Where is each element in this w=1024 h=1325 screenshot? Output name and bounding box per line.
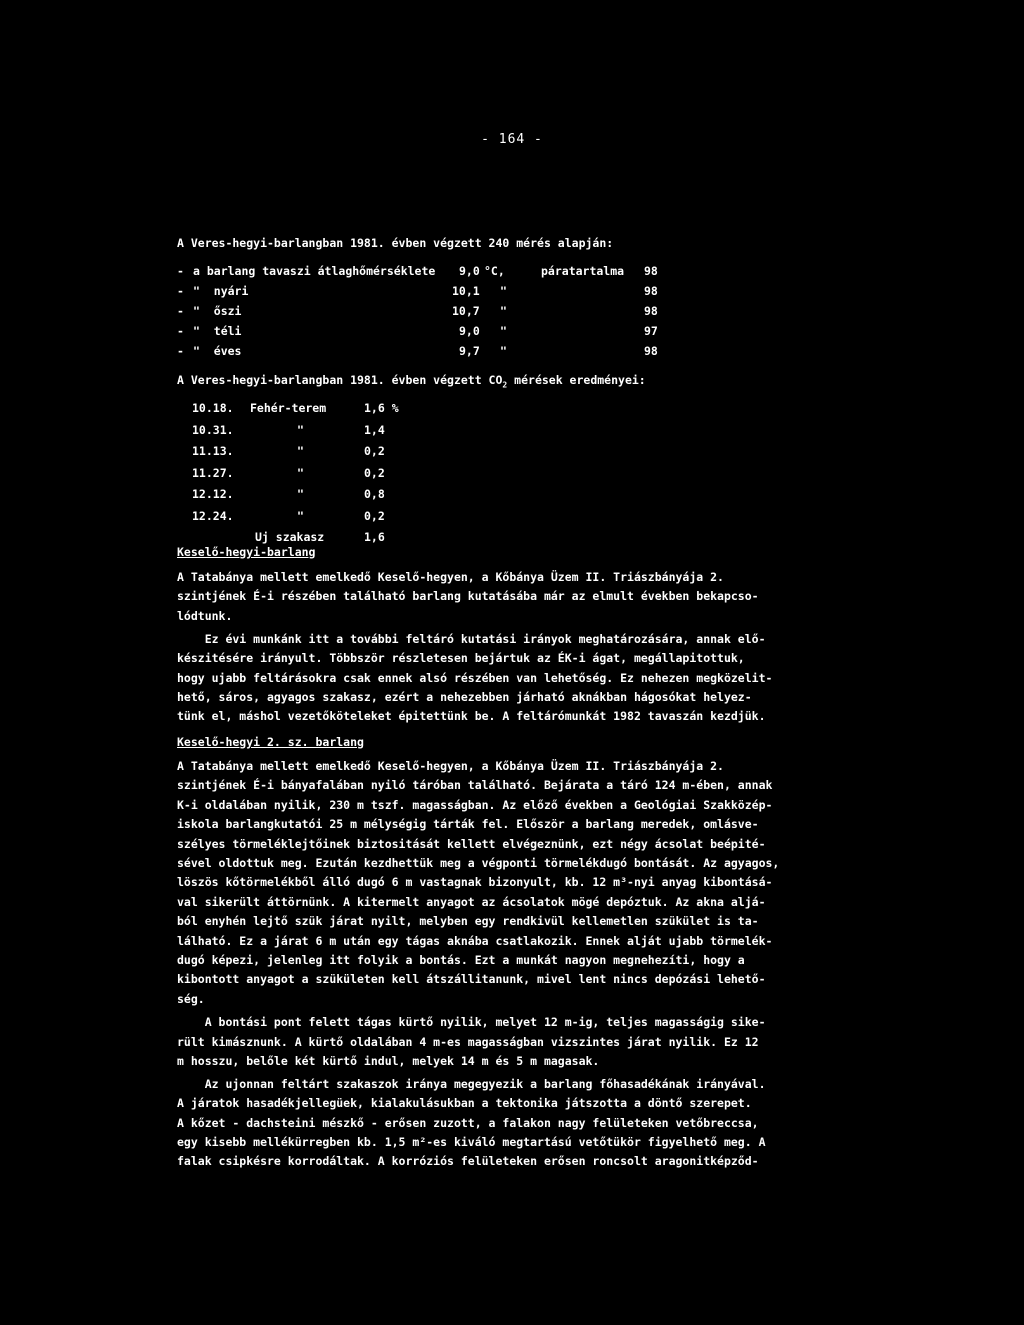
- measurement-dash: -: [177, 304, 184, 318]
- co2-date: 11.27.: [192, 466, 234, 480]
- co2-place: ": [297, 509, 304, 523]
- text-line: rült kimásznunk. A kürtő oldalában 4 m-es magasságban vizszintes járat nyilik. Ez 12: [177, 1035, 759, 1049]
- measurement-humidity: 97: [644, 324, 658, 338]
- text-line: K-i oldalában nyilik, 230 m tszf. magasságban. Az előző években a Geológiai Szakközép-: [177, 798, 773, 812]
- text-line: lódtunk.: [177, 609, 233, 623]
- measurement-label: " téli: [193, 324, 242, 338]
- measurement-temp: 9,0: [459, 324, 480, 338]
- measurement-unit: ": [500, 284, 507, 298]
- text-line: sével oldottuk meg. Ezután kezdhettük meg a végponti törmelékdugó bontását. Az agyagos,: [177, 856, 780, 870]
- text-line: m hosszu, belőle két kürtő indul, melyek 14 m és 5 m magasak.: [177, 1054, 600, 1068]
- measurement-unit: °C,: [484, 264, 505, 278]
- co2-value: 0,2: [364, 466, 385, 480]
- text-line: készitésére irányult. Többször részletesen bejártuk az ÉK-i ágat, megállapitottuk,: [177, 651, 745, 665]
- measurement-humidity: 98: [644, 284, 658, 298]
- text-line: iskola barlangkutatói 25 m mélységig tárták fel. Először a barlang meredek, omlásve-: [177, 817, 759, 831]
- text-line: Az ujonnan feltárt szakaszok iránya megegyezik a barlang főhasadékának irányával.: [177, 1077, 766, 1091]
- measurement-humidity-label: páratartalma: [541, 264, 625, 278]
- text-line: A kőzet - dachsteini mészkő - erősen zuzott, a falakon nagy felületeken vetőbreccsa,: [177, 1116, 759, 1130]
- co2-date: 10.18.: [192, 401, 234, 415]
- measurement-dash: -: [177, 284, 184, 298]
- measurement-temp: 10,1: [452, 284, 480, 298]
- co2-place: ": [297, 466, 304, 480]
- co2-value: 0,2: [364, 509, 385, 523]
- text-line: A Tatabánya mellett emelkedő Keselő-hegyen, a Kőbánya Üzem II. Triászbányája 2.: [177, 570, 724, 584]
- text-line: A Tatabánya mellett emelkedő Keselő-hegyen, a Kőbánya Üzem II. Triászbányája 2.: [177, 759, 724, 773]
- text-line: dugó képezi, jelenleg itt folyik a bontás. Ezt a munkát nagyon megnehezíti, hogy a: [177, 953, 745, 967]
- measurement-temp: 9,7: [459, 344, 480, 358]
- text-line: lálható. Ez a járat 6 m után egy tágas aknába csatlakozik. Ennek alját ujabb törmelék-: [177, 934, 773, 948]
- co2-value: 1,4: [364, 423, 385, 437]
- measurement-dash: -: [177, 264, 184, 278]
- measurement-label: " őszi: [193, 304, 242, 318]
- measurement-unit: ": [500, 324, 507, 338]
- measurement-dash: -: [177, 344, 184, 358]
- text-line: Ez évi munkánk itt a további feltáró kutatási irányok meghatározására, annak elő-: [177, 632, 766, 646]
- section1-heading: Keselő-hegyi-barlang: [177, 545, 316, 559]
- measurement-humidity: 98: [644, 304, 658, 318]
- co2-value: 0,8: [364, 487, 385, 501]
- text-line: falak csipkésre korrodáltak. A korróziós felületeken erősen roncsolt aragonitképződ-: [177, 1154, 759, 1168]
- section2-heading: Keselő-hegyi 2. sz. barlang: [177, 735, 364, 749]
- measurement-unit: ": [500, 304, 507, 318]
- text-line: szélyes törmeléklejtőinek biztositását kellett elvégeznünk, ezt négy ácsolat beépité-: [177, 837, 766, 851]
- measurement-label: " nyári: [193, 284, 249, 298]
- text-line: hogy ujabb feltárásokra csak ennek alsó részében van lehetőség. Ez nehezen megközelit-: [177, 671, 773, 685]
- co2-place: ": [297, 487, 304, 501]
- measurement-humidity: 98: [644, 344, 658, 358]
- text-line: kibontott anyagot a szükületen kell átszállitanunk, mivel lent nincs depózási lehető-: [177, 972, 766, 986]
- co2-date: 12.12.: [192, 487, 234, 501]
- text-line: löszös kőtörmelékből álló dugó 6 m vastagnak bizonyult, kb. 12 m³-nyi anyag kibontásá-: [177, 875, 773, 889]
- measurement-temp: 10,7: [452, 304, 480, 318]
- text-line: ség.: [177, 992, 205, 1006]
- measurement-label: a barlang tavaszi átlaghőmérséklete: [193, 264, 436, 278]
- text-line: egy kisebb mellékürregben kb. 1,5 m²-es kiváló megtartású vetőtükör figyelhető meg. A: [177, 1135, 766, 1149]
- measurement-unit: ": [500, 344, 507, 358]
- co2-place: Uj szakasz: [255, 530, 325, 544]
- text-line: hető, sáros, agyagos szakasz, ezért a nehezebben járható aknákban hágosókat helyez-: [177, 690, 752, 704]
- co2-date: 11.13.: [192, 444, 234, 458]
- text-line: A járatok hasadékjellegüek, kialakulásukban a tektonika játszotta a döntő szerepet.: [177, 1096, 752, 1110]
- text-line: ból enyhén lejtő szük járat nyilt, melyben egy rendkivül kellemetlen szükület is ta-: [177, 914, 759, 928]
- text-line: A bontási pont felett tágas kürtő nyilik, melyet 12 m-ig, teljes magasságig sike-: [177, 1015, 766, 1029]
- co2-value: 1,6: [364, 530, 385, 544]
- measurement-temp: 9,0: [459, 264, 480, 278]
- co2-date: 10.31.: [192, 423, 234, 437]
- measurement-humidity: 98: [644, 264, 658, 278]
- co2-date: 12.24.: [192, 509, 234, 523]
- text-line: szintjének É-i részében található barlang kutatásába már az elmult években bekapcso-: [177, 589, 759, 603]
- co2-place: ": [297, 444, 304, 458]
- text-line: val sikerült áttörnünk. A kitermelt anyagot az ácsolatok mögé depóztuk. Az akna aljá-: [177, 895, 766, 909]
- co2-place: Fehér-terem: [250, 401, 327, 415]
- co2-value: 1,6 %: [364, 401, 399, 415]
- text-line: szintjének É-i bányafalában nyiló táróban található. Bejárata a táró 124 m-ében, annak: [177, 778, 773, 792]
- co2-place: ": [297, 423, 304, 437]
- text-line: tünk el, máshol vezetőköteleket épitettünk be. A feltárómunkát 1982 tavaszán kezdjük.: [177, 709, 766, 723]
- co2-intro: A Veres-hegyi-barlangban 1981. évben végzett $CO_2$ mérések eredményei:: [177, 373, 646, 390]
- page-number: - 164 -: [481, 132, 543, 147]
- measurement-intro: A Veres-hegyi-barlangban 1981. évben végzett 240 mérés alapján:: [177, 236, 614, 250]
- measurement-label: " éves: [193, 344, 242, 358]
- co2-value: 0,2: [364, 444, 385, 458]
- measurement-dash: -: [177, 324, 184, 338]
